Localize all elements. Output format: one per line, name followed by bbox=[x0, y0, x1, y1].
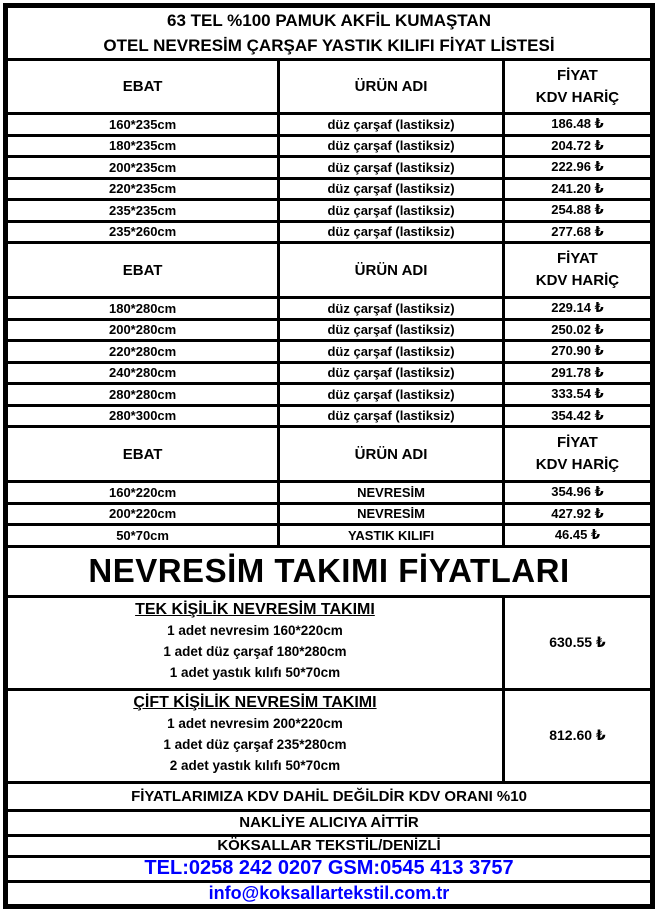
price-cell: 241.20 ₺ bbox=[551, 180, 604, 196]
price-cell: 254.88 ₺ bbox=[551, 202, 604, 218]
table-row bbox=[8, 385, 650, 407]
product-cell: düz çarşaf (lastiksiz) bbox=[280, 223, 505, 242]
column-header-fiyat bbox=[505, 61, 650, 112]
fiyat-header-line-1: FİYAT bbox=[557, 66, 598, 84]
set-line: 1 adet nevresim 160*220cm bbox=[167, 623, 343, 639]
size-cell: 160*220cm bbox=[8, 483, 280, 502]
table-row bbox=[8, 137, 650, 159]
column-header-fiyat bbox=[505, 244, 650, 296]
column-header-urun-adi: ÜRÜN ADI bbox=[280, 244, 505, 296]
fiyat-header-line-1: FİYAT bbox=[557, 250, 598, 268]
table-row bbox=[8, 180, 650, 202]
set-line: 1 adet düz çarşaf 180*280cm bbox=[163, 644, 347, 660]
price-cell: 204.72 ₺ bbox=[551, 137, 604, 153]
price-cell: 333.54 ₺ bbox=[551, 386, 604, 402]
product-cell: düz çarşaf (lastiksiz) bbox=[280, 385, 505, 404]
table-row bbox=[8, 158, 650, 180]
table-row bbox=[8, 342, 650, 364]
product-cell: düz çarşaf (lastiksiz) bbox=[280, 299, 505, 318]
price-cell: 354.96 ₺ bbox=[551, 484, 604, 500]
table-row bbox=[8, 364, 650, 386]
table-header-section-3 bbox=[8, 428, 650, 483]
product-cell: düz çarşaf (lastiksiz) bbox=[280, 137, 505, 156]
set-title: ÇİFT KİŞİLİK NEVRESİM TAKIMI bbox=[133, 694, 377, 712]
table-row bbox=[8, 526, 650, 548]
size-cell: 280*280cm bbox=[8, 385, 280, 404]
size-cell: 200*235cm bbox=[8, 158, 280, 177]
price-cell: 222.96 ₺ bbox=[551, 159, 604, 175]
title-line-1: 63 TEL %100 PAMUK AKFİL KUMAŞTAN bbox=[167, 10, 491, 30]
set-row-single bbox=[8, 598, 650, 691]
set-price-cell: 812.60 ₺ bbox=[549, 727, 606, 743]
set-price-cell: 630.55 ₺ bbox=[549, 634, 606, 650]
size-cell: 240*280cm bbox=[8, 364, 280, 383]
set-title: TEK KİŞİLİK NEVRESİM TAKIMI bbox=[135, 601, 375, 619]
price-cell: 250.02 ₺ bbox=[551, 321, 604, 337]
title-line-2: OTEL NEVRESİM ÇARŞAF YASTIK KILIFI FİYAT LİSTESİ bbox=[103, 36, 555, 55]
table-row bbox=[8, 505, 650, 527]
table-header-section-1 bbox=[8, 61, 650, 115]
table-row bbox=[8, 115, 650, 137]
price-cell: 270.90 ₺ bbox=[551, 343, 604, 359]
table-row bbox=[8, 299, 650, 321]
product-cell: YASTIK KILIFI bbox=[280, 526, 505, 545]
size-cell: 200*220cm bbox=[8, 505, 280, 524]
product-cell: düz çarşaf (lastiksiz) bbox=[280, 201, 505, 220]
price-cell: 427.92 ₺ bbox=[551, 505, 604, 521]
size-cell: 160*235cm bbox=[8, 115, 280, 134]
document-title bbox=[8, 8, 650, 61]
product-cell: düz çarşaf (lastiksiz) bbox=[280, 321, 505, 340]
column-header-ebat: EBAT bbox=[8, 61, 280, 112]
price-cell: 46.45 ₺ bbox=[554, 527, 601, 543]
table-row bbox=[8, 407, 650, 429]
set-description bbox=[8, 691, 505, 781]
set-line: 1 adet düz çarşaf 235*280cm bbox=[163, 737, 347, 753]
fiyat-header-line-2: KDV HARİÇ bbox=[535, 456, 620, 473]
size-cell: 220*235cm bbox=[8, 180, 280, 199]
set-row-double bbox=[8, 691, 650, 784]
product-cell: NEVRESİM bbox=[280, 483, 505, 502]
size-cell: 180*235cm bbox=[8, 137, 280, 156]
size-cell: 220*280cm bbox=[8, 342, 280, 361]
size-cell: 200*280cm bbox=[8, 321, 280, 340]
vat-note: FİYATLARIMIZA KDV DAHİL DEĞİLDİR KDV ORANI %10 bbox=[8, 784, 650, 812]
size-cell: 180*280cm bbox=[8, 299, 280, 318]
column-header-urun-adi: ÜRÜN ADI bbox=[280, 61, 505, 112]
product-cell: düz çarşaf (lastiksiz) bbox=[280, 180, 505, 199]
table-row bbox=[8, 483, 650, 505]
size-cell: 235*260cm bbox=[8, 223, 280, 242]
price-cell: 186.48 ₺ bbox=[551, 116, 604, 132]
product-cell: düz çarşaf (lastiksiz) bbox=[280, 115, 505, 134]
price-cell: 354.42 ₺ bbox=[551, 407, 604, 423]
table-row bbox=[8, 201, 650, 223]
product-cell: düz çarşaf (lastiksiz) bbox=[280, 342, 505, 361]
price-cell: 229.14 ₺ bbox=[551, 300, 604, 316]
fiyat-header-line-2: KDV HARİÇ bbox=[535, 88, 620, 106]
size-cell: 235*235cm bbox=[8, 201, 280, 220]
column-header-fiyat bbox=[505, 428, 650, 480]
column-header-ebat: EBAT bbox=[8, 244, 280, 296]
set-prices-heading: NEVRESİM TAKIMI FİYATLARI bbox=[8, 548, 650, 598]
product-cell: düz çarşaf (lastiksiz) bbox=[280, 407, 505, 426]
fiyat-header-line-1: FİYAT bbox=[557, 434, 598, 452]
set-line: 2 adet yastık kılıfı 50*70cm bbox=[169, 757, 341, 773]
price-cell: 277.68 ₺ bbox=[551, 223, 604, 239]
fiyat-header-line-2: KDV HARİÇ bbox=[535, 272, 620, 289]
column-header-ebat: EBAT bbox=[8, 428, 280, 480]
table-header-section-2 bbox=[8, 244, 650, 299]
price-cell: 291.78 ₺ bbox=[551, 364, 604, 380]
set-line: 1 adet yastık kılıfı 50*70cm bbox=[169, 664, 341, 680]
column-header-urun-adi: ÜRÜN ADI bbox=[280, 428, 505, 480]
product-cell: düz çarşaf (lastiksiz) bbox=[280, 158, 505, 177]
table-row bbox=[8, 223, 650, 245]
size-cell: 50*70cm bbox=[8, 526, 280, 545]
product-cell: düz çarşaf (lastiksiz) bbox=[280, 364, 505, 383]
shipping-note: NAKLİYE ALICIYA AİTTİR bbox=[8, 812, 650, 837]
email-address: info@koksallartekstil.com.tr bbox=[208, 882, 450, 903]
table-row bbox=[8, 321, 650, 343]
set-line: 1 adet nevresim 200*220cm bbox=[167, 716, 343, 732]
size-cell: 280*300cm bbox=[8, 407, 280, 426]
phone-numbers: TEL:0258 242 0207 GSM:0545 413 3757 bbox=[8, 858, 650, 883]
set-description bbox=[8, 598, 505, 688]
price-list-sheet bbox=[3, 3, 655, 909]
product-cell: NEVRESİM bbox=[280, 505, 505, 524]
company-name: KÖKSALLAR TEKSTİL/DENİZLİ bbox=[8, 837, 650, 858]
